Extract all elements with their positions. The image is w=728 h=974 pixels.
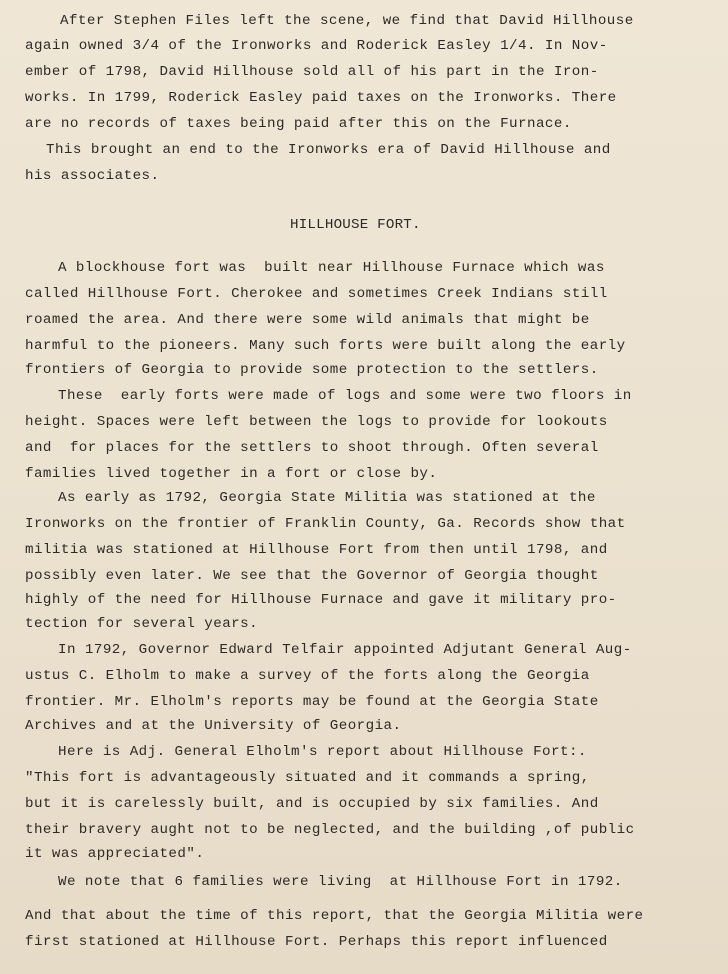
text-line: Archives and at the University of Georgia. xyxy=(25,718,402,734)
text-line: roamed the area. And there were some wild animals that might be xyxy=(25,312,590,328)
section-heading: HILLHOUSE FORT. xyxy=(290,217,421,233)
text-line: families lived together in a fort or close by. xyxy=(25,466,438,482)
text-line: ember of 1798, David Hillhouse sold all of his part in the Iron- xyxy=(25,64,599,80)
text-line: A blockhouse fort was built near Hillhouse Furnace which was xyxy=(58,260,605,276)
quote-line: "This fort is advantageously situated and it commands a spring, xyxy=(25,770,590,786)
quote-line: but it is carelessly built, and is occupied by six families. And xyxy=(25,796,599,812)
text-line: his associates. xyxy=(25,168,160,184)
text-line: tection for several years. xyxy=(25,616,259,632)
text-line: again owned 3/4 of the Ironworks and Roderick Easley 1/4. In Nov- xyxy=(25,38,608,54)
text-line: militia was stationed at Hillhouse Fort from then until 1798, and xyxy=(25,542,608,558)
text-line: And that about the time of this report, that the Georgia Militia were xyxy=(25,908,644,924)
text-line: works. In 1799, Roderick Easley paid taxes on the Ironworks. There xyxy=(25,90,617,106)
text-line: In 1792, Governor Edward Telfair appointed Adjutant General Aug- xyxy=(58,642,632,658)
text-line: frontiers of Georgia to provide some protection to the settlers. xyxy=(25,362,599,378)
text-line: This brought an end to the Ironworks era of David Hillhouse and xyxy=(46,142,611,158)
text-line: harmful to the pioneers. Many such forts were built along the early xyxy=(25,338,626,354)
text-line: These early forts were made of logs and some were two floors in xyxy=(58,388,632,404)
text-line: Ironworks on the frontier of Franklin County, Ga. Records show that xyxy=(25,516,626,532)
quote-line: it was appreciated". xyxy=(25,846,205,862)
text-line: possibly even later. We see that the Governor of Georgia thought xyxy=(25,568,599,584)
text-line: After Stephen Files left the scene, we find that David Hillhouse xyxy=(60,13,634,29)
text-line: frontier. Mr. Elholm's reports may be found at the Georgia State xyxy=(25,694,599,710)
text-line: Here is Adj. General Elholm's report about Hillhouse Fort:. xyxy=(58,744,587,760)
text-line: called Hillhouse Fort. Cherokee and sometimes Creek Indians still xyxy=(25,286,608,302)
text-line: height. Spaces were left between the logs to provide for lookouts xyxy=(25,414,608,430)
text-line: We note that 6 families were living at Hillhouse Fort in 1792. xyxy=(58,874,623,890)
text-line: ustus C. Elholm to make a survey of the forts along the Georgia xyxy=(25,668,590,684)
text-line: and for places for the settlers to shoot through. Often several xyxy=(25,440,599,456)
text-line: As early as 1792, Georgia State Militia was stationed at the xyxy=(58,490,596,506)
text-line: are no records of taxes being paid after this on the Furnace. xyxy=(25,116,572,132)
text-line: first stationed at Hillhouse Fort. Perhaps this report influenced xyxy=(25,934,608,950)
text-line: highly of the need for Hillhouse Furnace and gave it military pro- xyxy=(25,592,617,608)
quote-line: their bravery aught not to be neglected, and the building ,of public xyxy=(25,822,635,838)
